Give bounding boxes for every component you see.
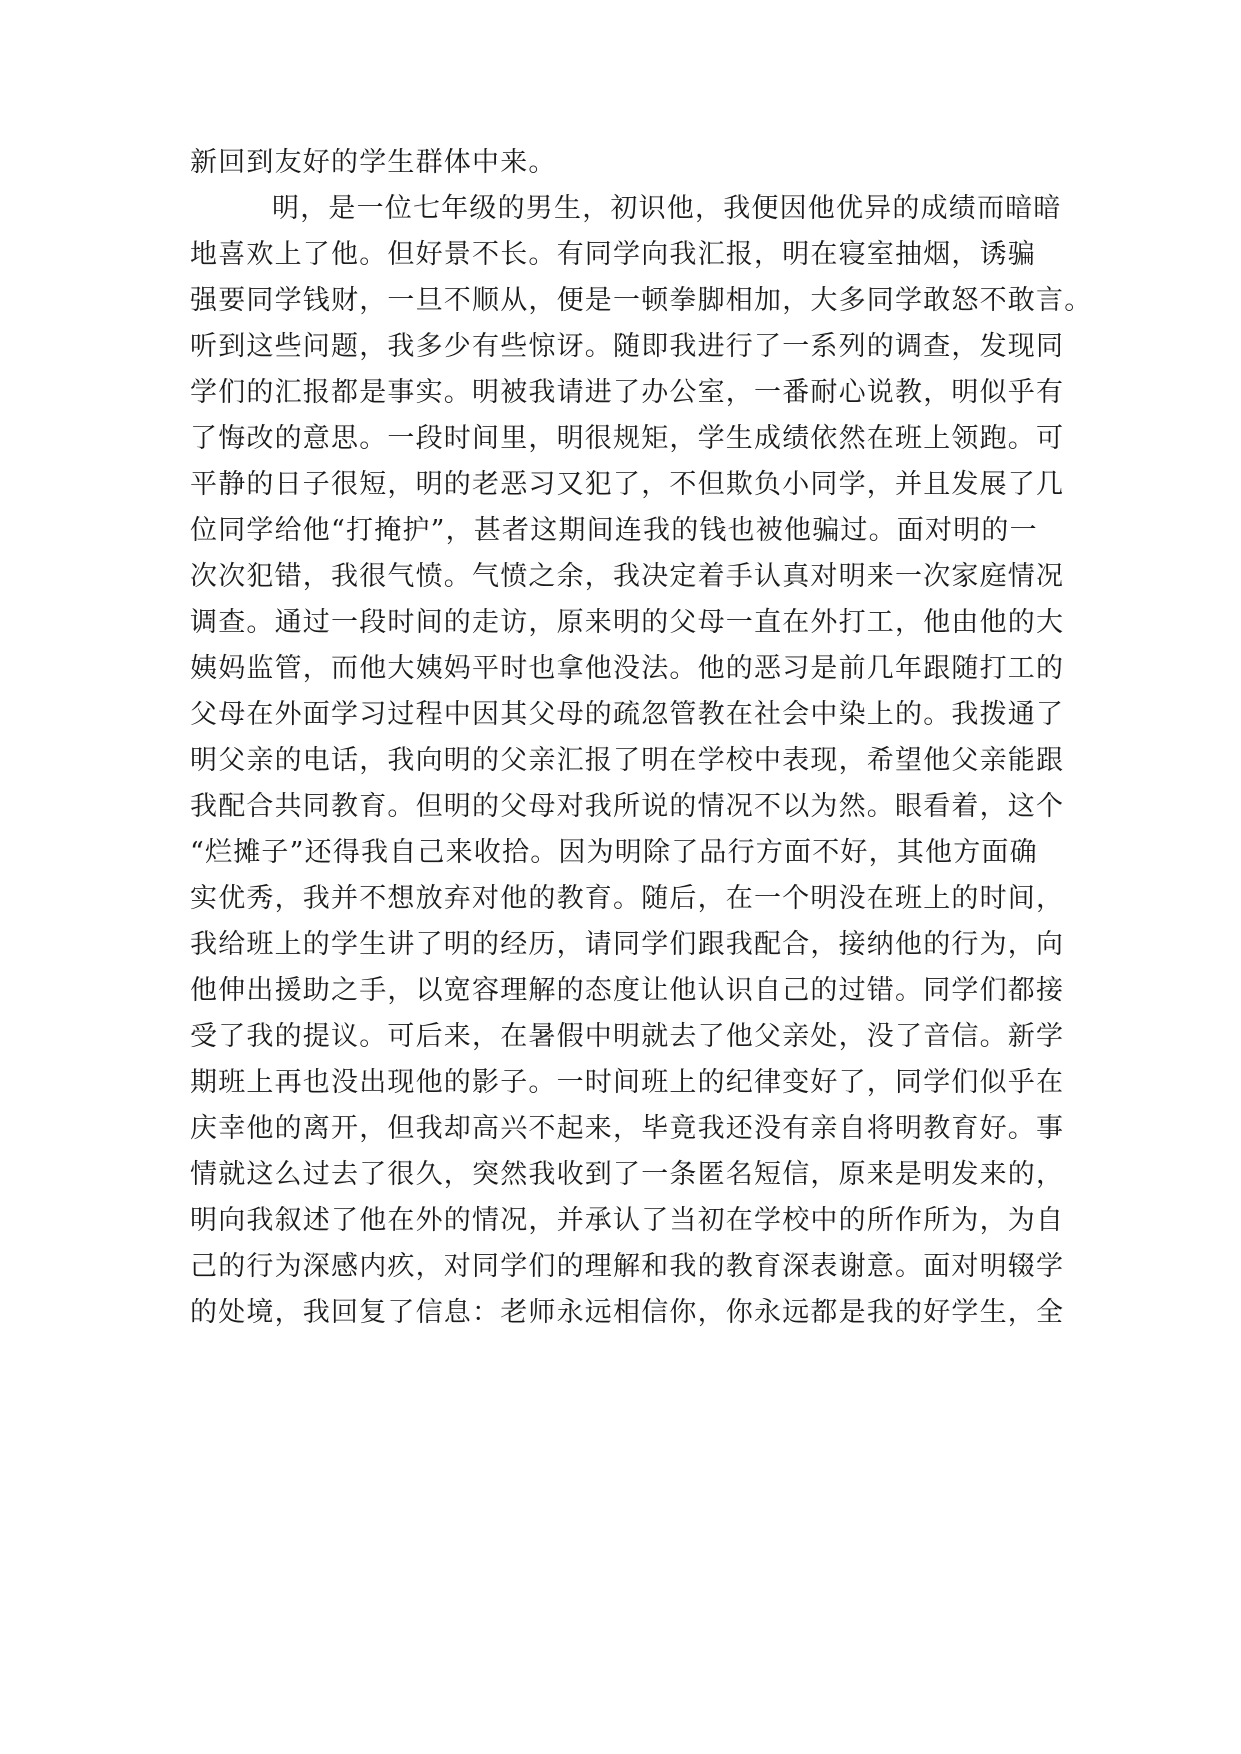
- text-line: 的处境，我回复了信息：老师永远相信你，你永远都是我的好学生，全: [190, 1297, 1065, 1328]
- text-line: 位同学给他“打掩护”，甚者这期间连我的钱也被他骗过。面对明的一: [190, 515, 1038, 546]
- text-line: 明父亲的电话，我向明的父亲汇报了明在学校中表现，希望他父亲能跟: [190, 745, 1065, 776]
- text-line: 父母在外面学习过程中因其父母的疏忽管教在社会中染上的。我拨通了: [190, 699, 1065, 730]
- text-line: 他伸出援助之手，以宽容理解的态度让他认识自己的过错。同学们都接: [190, 975, 1065, 1006]
- text-line: 明向我叙述了他在外的情况，并承认了当初在学校中的所作所为，为自: [190, 1205, 1065, 1236]
- paragraph-first-line: 明，是一位七年级的男生，初识他，我便因他优异的成绩而暗暗: [272, 193, 1062, 224]
- text-line: 庆幸他的离开，但我却高兴不起来，毕竟我还没有亲自将明教育好。事: [190, 1113, 1065, 1144]
- text-line: 次次犯错，我很气愤。气愤之余，我决定着手认真对明来一次家庭情况: [190, 561, 1065, 592]
- text-line: 地喜欢上了他。但好景不长。有同学向我汇报，明在寝室抽烟，诱骗: [190, 239, 1036, 270]
- text-line: 己的行为深感内疚，对同学们的理解和我的教育深表谢意。面对明辍学: [190, 1251, 1065, 1282]
- text-line: 我给班上的学生讲了明的经历，请同学们跟我配合，接纳他的行为，向: [190, 929, 1065, 960]
- text-line: “烂摊子”还得我自己来收拾。因为明除了品行方面不好，其他方面确: [190, 837, 1038, 868]
- text-line: 我配合共同教育。但明的父母对我所说的情况不以为然。眼看着，这个: [190, 791, 1065, 822]
- body-text: [190, 140, 1093, 1336]
- text-line: 情就这么过去了很久，突然我收到了一条匿名短信，原来是明发来的，: [190, 1159, 1065, 1190]
- text-line: 平静的日子很短，明的老恶习又犯了，不但欺负小同学，并且发展了几: [190, 469, 1065, 500]
- text-line: 听到这些问题，我多少有些惊讶。随即我进行了一系列的调查，发现同: [190, 331, 1065, 362]
- text-line: 受了我的提议。可后来，在暑假中明就去了他父亲处，没了音信。新学: [190, 1021, 1065, 1052]
- text-line: 了悔改的意思。一段时间里，明很规矩，学生成绩依然在班上领跑。可: [190, 423, 1065, 454]
- text-line: 姨妈监管，而他大姨妈平时也拿他没法。他的恶习是前几年跟随打工的: [190, 653, 1065, 684]
- text-line: 期班上再也没出现他的影子。一时间班上的纪律变好了，同学们似乎在: [190, 1067, 1065, 1098]
- text-line: 实优秀，我并不想放弃对他的教育。随后，在一个明没在班上的时间，: [190, 883, 1065, 914]
- text-line: 学们的汇报都是事实。明被我请进了办公室，一番耐心说教，明似乎有: [190, 377, 1065, 408]
- text-line: 新回到友好的学生群体中来。: [190, 147, 557, 178]
- text-line: 调查。通过一段时间的走访，原来明的父母一直在外打工，他由他的大: [190, 607, 1065, 638]
- text-line: 强要同学钱财，一旦不顺从，便是一顿拳脚相加，大多同学敢怒不敢言。: [190, 285, 1093, 316]
